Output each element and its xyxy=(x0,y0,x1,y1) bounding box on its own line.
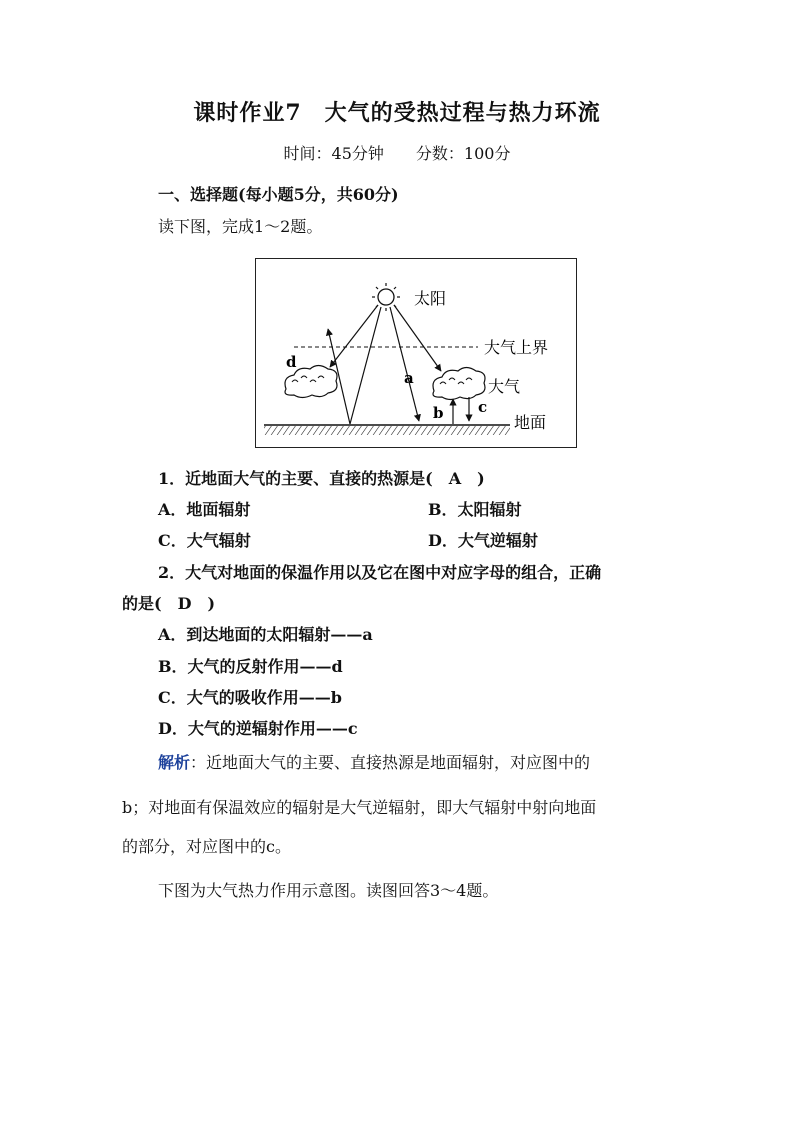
q2-option-a: A．到达地面的太阳辐射——a xyxy=(158,625,373,644)
q1-option-b: B．太阳辐射 xyxy=(428,500,522,519)
analysis-text-1: ：近地面大气的主要、直接热源是地面辐射，对应图中的 xyxy=(190,753,591,772)
label-c: c xyxy=(478,398,488,416)
q2-stem-line1: 2．大气对地面的保温作用以及它在图中对应字母的组合，正确 xyxy=(158,563,602,582)
ray-reflect-ground xyxy=(328,307,381,424)
ray-reflect-cloud-d xyxy=(330,305,378,367)
diagram-svg xyxy=(256,259,576,447)
ray-to-cloud xyxy=(394,305,441,371)
label-d: d xyxy=(286,353,297,371)
label-b: b xyxy=(433,404,444,422)
q2-option-d: D．大气的逆辐射作用——c xyxy=(158,719,358,738)
upper-boundary-label: 大气上界 xyxy=(484,340,549,357)
analysis-line2: b；对地面有保温效应的辐射是大气逆辐射，即大气辐射中射向地面 xyxy=(122,798,597,817)
q1-stem: 1．近地面大气的主要、直接的热源是( A ) xyxy=(158,469,485,488)
analysis-line3: 的部分，对应图中的c。 xyxy=(122,837,291,856)
atmosphere-heating-diagram xyxy=(255,258,577,448)
page-title: 课时作业7 大气的受热过程与热力环流 xyxy=(193,100,601,126)
q1-option-c: C．大气辐射 xyxy=(158,531,251,550)
section-intro: 读下图，完成1～2题。 xyxy=(158,217,323,236)
sun-label: 太阳 xyxy=(414,291,447,308)
q2-option-b: B．大气的反射作用——d xyxy=(158,657,343,676)
atmosphere-label: 大气 xyxy=(488,379,521,396)
q1-option-d: D．大气逆辐射 xyxy=(428,531,538,550)
label-a: a xyxy=(404,369,414,387)
analysis-label: 解析 xyxy=(158,753,191,772)
ray-a xyxy=(390,307,419,421)
ground-hatch xyxy=(264,426,510,435)
analysis-line1 xyxy=(158,750,590,773)
q2-stem-line2: 的是( D ) xyxy=(122,594,216,613)
q1-option-a: A．地面辐射 xyxy=(158,500,251,519)
q2-option-c: C．大气的吸收作用——b xyxy=(158,688,342,707)
time-score-line: 时间：45分钟 分数：100分 xyxy=(283,144,511,163)
cloud-right-icon xyxy=(433,368,485,400)
ground-label: 地面 xyxy=(514,415,547,432)
section-heading: 一、选择题(每小题5分，共60分) xyxy=(158,185,399,204)
next-section-intro: 下图为大气热力作用示意图。读图回答3～4题。 xyxy=(158,881,499,900)
